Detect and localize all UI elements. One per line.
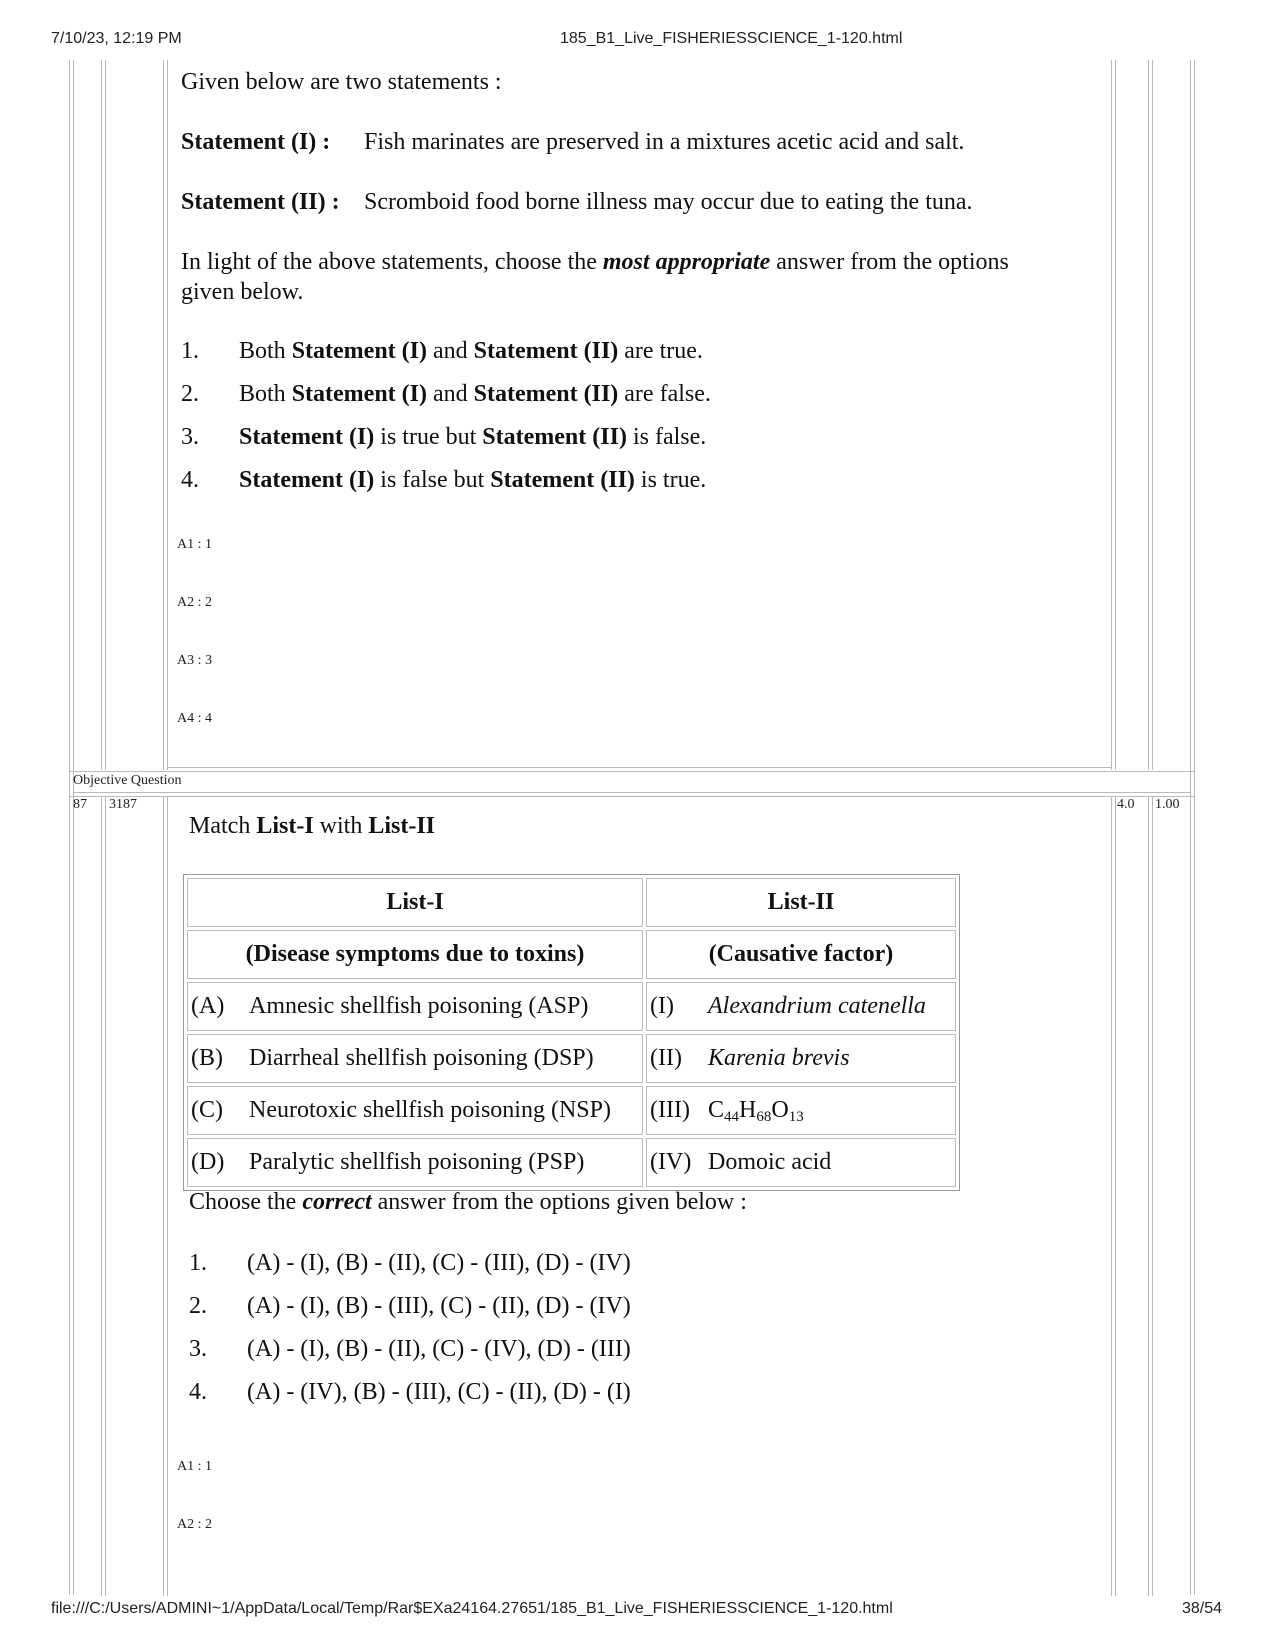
choose-text: Choose the bbox=[189, 1189, 297, 1215]
q86-option-4 bbox=[181, 467, 706, 494]
list1-subheader: (Disease symptoms due to toxins) bbox=[187, 930, 643, 979]
row-label: (A) bbox=[191, 993, 225, 1019]
list2-subheader: (Causative factor) bbox=[646, 930, 956, 979]
row-label: (III) bbox=[650, 1097, 690, 1123]
choose-emphasis: correct bbox=[302, 1189, 372, 1215]
row-text: Paralytic shellfish poisoning (PSP) bbox=[249, 1149, 585, 1175]
list1-cell bbox=[187, 1138, 643, 1187]
q86-answer-2: A2 : 2 bbox=[177, 595, 212, 610]
option-number: 4. bbox=[189, 1379, 207, 1405]
q86-s1-text: Fish marinates are preserved in a mixtures acetic acid and salt. bbox=[364, 129, 965, 155]
grid-line bbox=[1148, 796, 1149, 1596]
print-datetime: 7/10/23, 12:19 PM bbox=[51, 30, 182, 47]
row-label: (B) bbox=[191, 1045, 223, 1071]
list1-header: List-I bbox=[187, 878, 643, 927]
grid-line bbox=[105, 796, 106, 1596]
row-label: (II) bbox=[650, 1045, 682, 1071]
option-bold: Statement (II) bbox=[473, 338, 619, 364]
row-text: Alexandrium catenella bbox=[708, 993, 926, 1019]
row-label: (C) bbox=[191, 1097, 223, 1123]
option-text: is false. bbox=[632, 424, 707, 450]
list1-cell bbox=[187, 1034, 643, 1083]
q87-option-4 bbox=[189, 1379, 631, 1406]
grid-line bbox=[167, 767, 1112, 768]
grid-line bbox=[167, 796, 168, 1596]
option-bold: Statement (I) bbox=[239, 467, 375, 493]
table-row bbox=[187, 1086, 956, 1135]
list2-cell bbox=[646, 982, 956, 1031]
list1-cell bbox=[187, 982, 643, 1031]
grid-line bbox=[69, 796, 1195, 797]
row-label: (IV) bbox=[650, 1149, 692, 1175]
q86-statement-1 bbox=[181, 127, 964, 157]
option-bold: Statement (I) bbox=[291, 338, 427, 364]
q87-choose-instruction bbox=[189, 1187, 747, 1217]
q86-instr-pre: In light of the above statements, choose the bbox=[181, 249, 597, 275]
option-text: is true. bbox=[640, 467, 707, 493]
grid-line bbox=[1111, 60, 1112, 770]
grid-line bbox=[101, 60, 102, 770]
row-text: Karenia brevis bbox=[708, 1045, 850, 1071]
print-doc-title: 185_B1_Live_FISHERIESSCIENCE_1-120.html bbox=[560, 30, 903, 47]
row-text: Neurotoxic shellfish poisoning (NSP) bbox=[249, 1097, 611, 1123]
q87-title bbox=[189, 811, 435, 841]
q87-option-3 bbox=[189, 1336, 631, 1363]
match-table-header bbox=[187, 878, 956, 927]
grid-line bbox=[1190, 60, 1191, 1595]
q87-option-1 bbox=[189, 1250, 631, 1277]
q87-title-text: Match bbox=[189, 813, 251, 839]
q86-s1-label: Statement (I) : bbox=[181, 129, 331, 155]
q87-answer-1: A1 : 1 bbox=[177, 1459, 212, 1474]
q87-question-id: 3187 bbox=[109, 797, 137, 812]
match-table-subheader bbox=[187, 930, 956, 979]
list2-cell bbox=[646, 1138, 956, 1187]
row-text: Amnesic shellfish poisoning (ASP) bbox=[249, 993, 589, 1019]
row-label: (I) bbox=[650, 993, 674, 1019]
q87-answer-2: A2 : 2 bbox=[177, 1517, 212, 1532]
grid-line bbox=[167, 60, 168, 770]
option-text: and bbox=[432, 338, 468, 364]
grid-line bbox=[101, 796, 102, 1596]
table-row bbox=[187, 1138, 956, 1187]
option-text: (A) - (I), (B) - (II), (C) - (IV), (D) - (III) bbox=[247, 1336, 631, 1362]
print-file-path: file:///C:/Users/ADMINI~1/AppData/Local/Temp/Rar$EXa24164.27651/185_B1_Live_FISHERIESSCIENCE_1-120.html bbox=[51, 1600, 893, 1617]
option-number: 4. bbox=[181, 467, 199, 493]
q86-s2-label: Statement (II) : bbox=[181, 189, 340, 215]
q86-option-2 bbox=[181, 381, 711, 408]
grid-line bbox=[69, 771, 1195, 772]
q86-instr-post: answer from the options bbox=[776, 249, 1009, 275]
option-text: is true but bbox=[380, 424, 477, 450]
formula-part: O bbox=[771, 1097, 789, 1123]
option-text: are true. bbox=[624, 338, 703, 364]
q87-serial-number: 87 bbox=[73, 797, 87, 812]
q86-option-1 bbox=[181, 338, 703, 365]
option-number: 1. bbox=[189, 1250, 207, 1276]
option-text: Both bbox=[239, 338, 286, 364]
q87-title-list2: List-II bbox=[368, 813, 436, 839]
option-text: Both bbox=[239, 381, 286, 407]
q86-intro: Given below are two statements : bbox=[181, 69, 502, 95]
match-table bbox=[183, 874, 960, 1191]
choose-text: answer from the options given below : bbox=[377, 1189, 747, 1215]
option-text: (A) - (IV), (B) - (III), (C) - (II), (D) - (I) bbox=[247, 1379, 631, 1405]
q86-instr-emphasis: most appropriate bbox=[602, 249, 771, 275]
formula-part: C bbox=[708, 1097, 725, 1123]
row-text: Domoic acid bbox=[708, 1149, 832, 1175]
option-bold: Statement (II) bbox=[482, 424, 627, 450]
print-page-number: 38/54 bbox=[1182, 1600, 1223, 1617]
row-text: Diarrheal shellfish poisoning (DSP) bbox=[249, 1045, 594, 1071]
grid-line bbox=[1115, 60, 1116, 770]
q86-answer-1: A1 : 1 bbox=[177, 537, 212, 552]
q86-option-3 bbox=[181, 424, 706, 451]
q86-s2-text: Scromboid food borne illness may occur due to eating the tuna. bbox=[364, 189, 973, 215]
formula-part: H bbox=[739, 1097, 757, 1123]
q87-negative-marks: 1.00 bbox=[1155, 797, 1180, 812]
row-label: (D) bbox=[191, 1149, 225, 1175]
q87-title-text: with bbox=[319, 813, 363, 839]
list1-cell bbox=[187, 1086, 643, 1135]
grid-line bbox=[1152, 60, 1153, 770]
option-bold: Statement (II) bbox=[473, 381, 619, 407]
option-text: is false but bbox=[380, 467, 485, 493]
table-row bbox=[187, 1034, 956, 1083]
option-text: are false. bbox=[624, 381, 711, 407]
grid-line bbox=[1111, 796, 1112, 1596]
grid-line bbox=[1152, 796, 1153, 1596]
table-row bbox=[187, 982, 956, 1031]
grid-line bbox=[163, 60, 164, 770]
grid-line bbox=[73, 60, 74, 1595]
grid-line bbox=[1115, 796, 1116, 1596]
q86-answer-3: A3 : 3 bbox=[177, 653, 212, 668]
option-number: 2. bbox=[189, 1293, 207, 1319]
option-text: and bbox=[432, 381, 468, 407]
option-bold: Statement (II) bbox=[490, 467, 635, 493]
q87-option-2 bbox=[189, 1293, 631, 1320]
chemical-formula bbox=[708, 1097, 804, 1123]
option-number: 2. bbox=[181, 381, 199, 407]
formula-subscript: 13 bbox=[788, 1109, 804, 1125]
option-number: 1. bbox=[181, 338, 199, 364]
q87-title-list1: List-I bbox=[256, 813, 314, 839]
grid-line bbox=[105, 60, 106, 770]
option-number: 3. bbox=[181, 424, 199, 450]
grid-line bbox=[163, 796, 164, 1596]
option-bold: Statement (I) bbox=[291, 381, 427, 407]
section-label: Objective Question bbox=[73, 773, 182, 788]
formula-subscript: 44 bbox=[724, 1109, 740, 1125]
q86-instruction bbox=[181, 247, 1111, 307]
option-bold: Statement (I) bbox=[239, 424, 375, 450]
q87-marks: 4.0 bbox=[1117, 797, 1135, 812]
option-text: (A) - (I), (B) - (II), (C) - (III), (D) - (IV) bbox=[247, 1250, 631, 1276]
grid-line bbox=[1148, 60, 1149, 770]
option-text: (A) - (I), (B) - (III), (C) - (II), (D) - (IV) bbox=[247, 1293, 631, 1319]
list2-cell bbox=[646, 1086, 956, 1135]
list2-header: List-II bbox=[646, 878, 956, 927]
q86-answer-4: A4 : 4 bbox=[177, 711, 212, 726]
grid-line bbox=[73, 792, 1191, 793]
grid-line bbox=[69, 60, 70, 1595]
list2-cell bbox=[646, 1034, 956, 1083]
option-number: 3. bbox=[189, 1336, 207, 1362]
q86-statement-2 bbox=[181, 187, 973, 217]
q86-instr-line2: given below. bbox=[181, 279, 304, 305]
grid-line bbox=[1194, 60, 1195, 1595]
formula-subscript: 68 bbox=[756, 1109, 772, 1125]
